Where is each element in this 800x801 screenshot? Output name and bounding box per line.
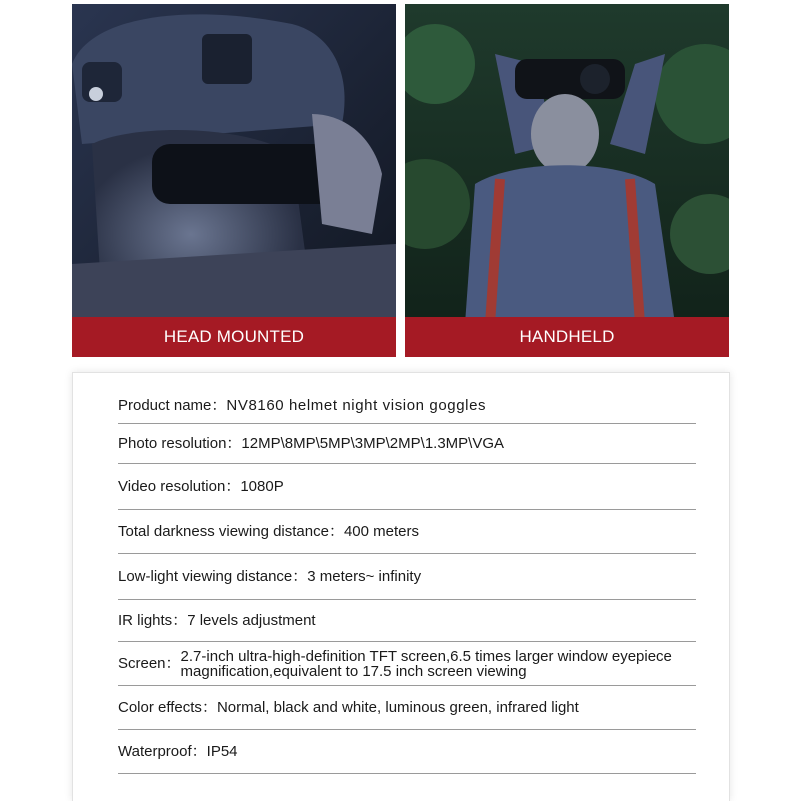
- spec-value: 1080P: [240, 477, 284, 495]
- spec-separator: ：: [328, 522, 344, 540]
- spec-value: 3 meters~ infinity: [307, 567, 422, 585]
- spec-row-video-resolution: [118, 464, 696, 510]
- spec-row-product-name: [118, 389, 696, 424]
- spec-value: NV8160 helmet night vision goggles: [226, 397, 487, 414]
- handheld-illustration: [405, 4, 729, 357]
- spec-label: Low-light viewing distance: [118, 567, 293, 585]
- head-mounted-caption-text: HEAD MOUNTED: [163, 327, 305, 346]
- handheld-caption-text: HANDHELD: [519, 327, 615, 346]
- spec-row-screen: [118, 642, 696, 686]
- spec-label: Total darkness viewing distance: [118, 522, 329, 540]
- spec-value: 7 levels adjustment: [187, 611, 316, 629]
- spec-label: Color effects: [118, 698, 202, 716]
- spec-row-ir-lights: [118, 600, 696, 642]
- spec-row-darkness-distance: [118, 510, 696, 554]
- spec-separator: ：: [226, 434, 242, 452]
- spec-panel: [72, 372, 730, 801]
- spec-separator: ：: [191, 742, 207, 760]
- head-mounted-photo: [72, 4, 396, 357]
- spec-label: Product name: [118, 397, 212, 414]
- spec-separator: ：: [172, 611, 188, 629]
- spec-separator: ：: [211, 397, 227, 414]
- head-mounted-illustration: [72, 4, 396, 357]
- spec-label: Video resolution: [118, 477, 226, 495]
- spec-value: Normal, black and white, luminous green, infrared light: [216, 698, 579, 716]
- spec-label: Photo resolution: [118, 434, 227, 452]
- spec-row-waterproof: [118, 730, 696, 774]
- spec-separator: ：: [292, 567, 308, 585]
- spec-label: IR lights: [118, 611, 173, 629]
- spec-row-low-light-distance: [118, 554, 696, 600]
- spec-value: 400 meters: [343, 522, 420, 540]
- handheld-caption: [405, 317, 729, 357]
- handheld-photo: [405, 4, 729, 357]
- spec-value: 2.7-inch ultra-high-definition TFT screen,6.5 times larger window eyepiece magnification,equivalent to 17.5 inch screen viewing: [180, 647, 672, 680]
- spec-separator: ：: [165, 654, 181, 672]
- spec-value: IP54: [206, 742, 238, 760]
- spec-label: Waterproof: [118, 742, 192, 760]
- spec-separator: ：: [225, 477, 241, 495]
- spec-label: Screen: [118, 654, 166, 672]
- spec-row-photo-resolution: [118, 424, 696, 464]
- spec-row-color-effects: [118, 686, 696, 730]
- spec-separator: ：: [201, 698, 217, 716]
- spec-value: 12MP\8MP\5MP\3MP\2MP\1.3MP\VGA: [241, 434, 505, 452]
- head-mounted-caption: [72, 317, 396, 357]
